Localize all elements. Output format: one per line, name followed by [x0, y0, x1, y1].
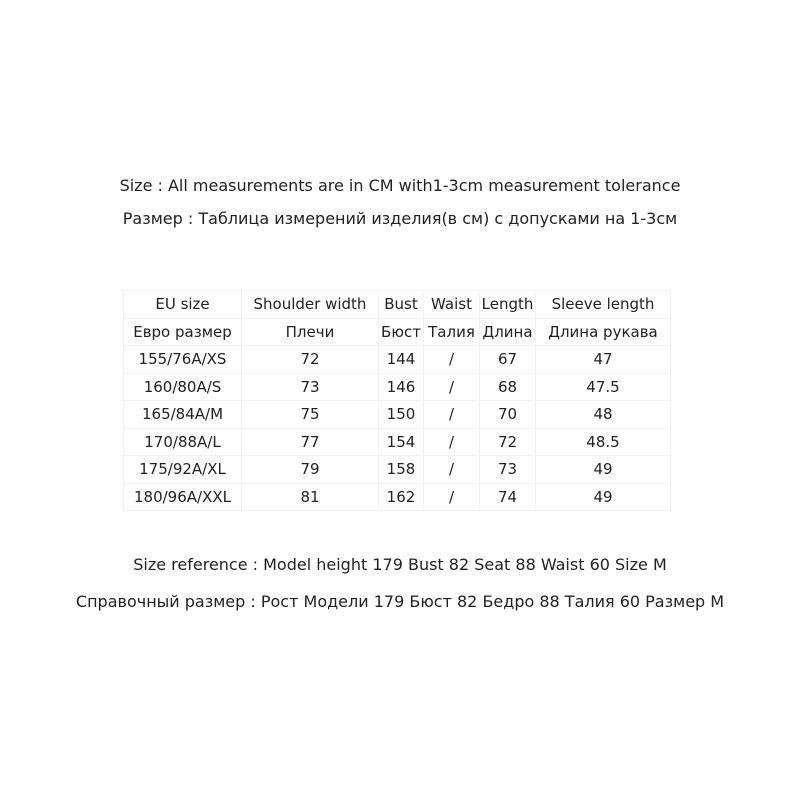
cell-waist: / [424, 428, 480, 456]
table-row [124, 428, 671, 456]
table-row [124, 401, 671, 429]
cell-shoulder-width: 79 [242, 456, 379, 484]
header-sleeve-length: Sleeve length [536, 291, 671, 319]
cell-eu-size: 170/88A/L [124, 428, 242, 456]
cell-waist: / [424, 346, 480, 374]
header-shoulder-width: Shoulder width [242, 291, 379, 319]
cell-waist: / [424, 373, 480, 401]
cell-waist: / [424, 401, 480, 429]
header-length: Length [480, 291, 536, 319]
cell-bust: 146 [379, 373, 424, 401]
header-row-english [124, 291, 671, 319]
table-row [124, 456, 671, 484]
size-reference-english: Size reference : Model height 179 Bust 82 Seat 88 Waist 60 Size M [133, 555, 667, 574]
cell-bust: 162 [379, 483, 424, 511]
header-shoulder-width-ru: Плечи [242, 318, 379, 346]
size-reference-russian: Справочный размер : Рост Модели 179 Бюст 82 Бедро 88 Талия 60 Размер M [75, 592, 725, 611]
cell-length: 73 [480, 456, 536, 484]
cell-eu-size: 180/96A/XXL [124, 483, 242, 511]
title-english: Size : All measurements are in CM with1-3cm measurement tolerance [119, 176, 681, 195]
cell-bust: 154 [379, 428, 424, 456]
header-bust-ru: Бюст [379, 318, 424, 346]
cell-length: 67 [480, 346, 536, 374]
header-sleeve-length-ru: Длина рукава [536, 318, 671, 346]
cell-shoulder-width: 77 [242, 428, 379, 456]
size-table [123, 290, 671, 511]
cell-length: 72 [480, 428, 536, 456]
cell-shoulder-width: 81 [242, 483, 379, 511]
cell-waist: / [424, 456, 480, 484]
cell-eu-size: 165/84A/M [124, 401, 242, 429]
cell-eu-size: 160/80A/S [124, 373, 242, 401]
header-length-ru: Длина [480, 318, 536, 346]
cell-bust: 158 [379, 456, 424, 484]
header-row-russian [124, 318, 671, 346]
header-eu-size-ru: Евро размер [124, 318, 242, 346]
header-waist-ru: Талия [424, 318, 480, 346]
cell-eu-size: 175/92A/XL [124, 456, 242, 484]
table-row [124, 483, 671, 511]
cell-bust: 144 [379, 346, 424, 374]
cell-shoulder-width: 75 [242, 401, 379, 429]
cell-length: 70 [480, 401, 536, 429]
cell-sleeve-length: 49 [536, 483, 671, 511]
header-bust: Bust [379, 291, 424, 319]
header-waist: Waist [424, 291, 480, 319]
cell-shoulder-width: 72 [242, 346, 379, 374]
cell-sleeve-length: 47.5 [536, 373, 671, 401]
cell-waist: / [424, 483, 480, 511]
cell-length: 74 [480, 483, 536, 511]
header-eu-size: EU size [124, 291, 242, 319]
cell-sleeve-length: 49 [536, 456, 671, 484]
table-row [124, 373, 671, 401]
cell-sleeve-length: 48.5 [536, 428, 671, 456]
cell-sleeve-length: 47 [536, 346, 671, 374]
cell-bust: 150 [379, 401, 424, 429]
cell-length: 68 [480, 373, 536, 401]
title-russian: Размер : Таблица измерений изделия(в см) с допусками на 1-3см [122, 209, 678, 228]
cell-eu-size: 155/76A/XS [124, 346, 242, 374]
cell-sleeve-length: 48 [536, 401, 671, 429]
cell-shoulder-width: 73 [242, 373, 379, 401]
table-row [124, 346, 671, 374]
